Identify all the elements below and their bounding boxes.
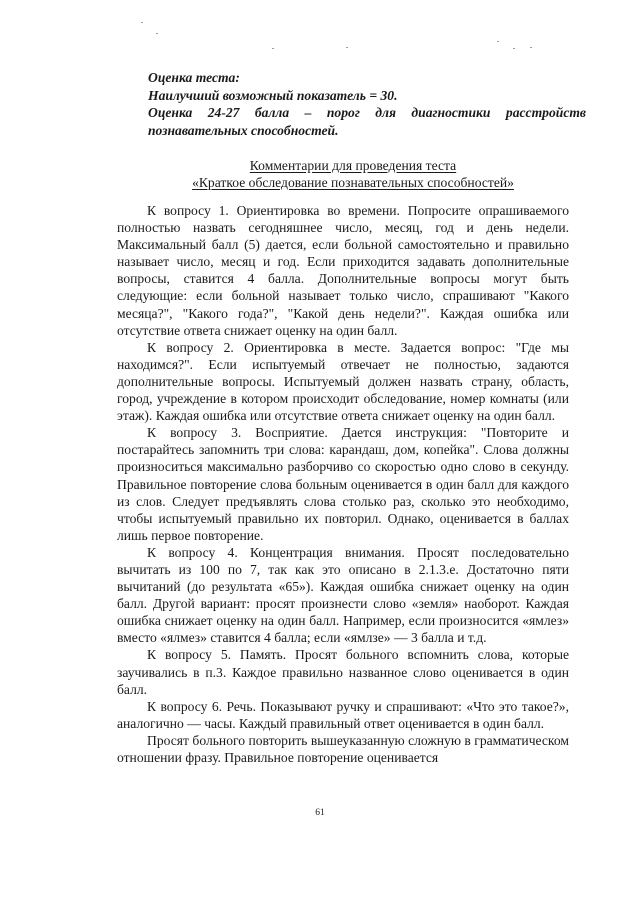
paragraph-question-6: К вопросу 6. Речь. Показывают ручку и спрашивают: «Что это такое?», аналогично — часы. Каждый правильный ответ оценивается в один балл. [117, 698, 569, 731]
comments-title-line2: «Краткое обследование познавательных способностей» [192, 174, 514, 190]
paragraph-question-5: К вопросу 5. Память. Просят больного вспомнить слова, которые заучивались в п.3. Каждое правильно названное слово оценивается в один балл. [117, 647, 569, 697]
comments-heading [118, 158, 588, 191]
body-text [117, 202, 569, 766]
scan-speck [513, 48, 515, 49]
assessment-best-score: Наилучший возможный показатель = 30. [148, 87, 398, 103]
paragraph-repeat-phrase: Просят больного повторить вышеуказанную сложную в грамматическом отношении фразу. Правильное повторение оценивается [117, 732, 569, 765]
assessment-title: Оценка теста: [148, 70, 240, 85]
scan-speck [497, 41, 499, 42]
page-number: 61 [315, 808, 325, 818]
paragraph-question-3: К вопросу 3. Восприятие. Дается инструкция: "Повторите и постарайтесь запомнить три слова: карандаш, дом, копейка". Слова должны произноситься максимально разборчиво со скоростью одно слово в секунду. Правильное повторение слова больным оценивается в один балл для каждого из слов. Следует предъявлять слова столько раз, сколько это необходимо, чтобы испытуемый правильно их повторил. Однако, оценивается в баллах лишь первое повторение. [117, 425, 569, 543]
scan-speck [346, 47, 348, 48]
scan-speck [272, 48, 274, 49]
scan-speck [156, 33, 158, 34]
scan-speck [530, 47, 532, 48]
paragraph-question-2: К вопросу 2. Ориентировка в месте. Задается вопрос: "Где мы находимся?". Если испытуемый отвечает не полностью, задаются дополнительные вопросы. Испытуемый должен назвать страну, область, город, учреждение в котором происходит обследование, номер комнаты (или этаж). Каждая ошибка или отсутствие ответа снижает оценку на один балл. [117, 339, 569, 424]
paragraph-question-4: К вопросу 4. Концентрация внимания. Просят последовательно вычитать из 100 по 7, так как это описано в 2.1.3.е. Достаточно пяти вычитаний (до результата «65»). Каждая ошибка снижает оценку на один балл. Другой вариант: просят произнести слово «земля» наоборот. Каждая ошибка снижает оценку на один балл. Например, если произносится «ямлез» вместо «ялмез» ставится 4 балла; если «ямлзе» — 3 балла и т.д. [117, 544, 569, 646]
scan-speck [141, 22, 143, 23]
comments-title-line1: Комментарии для проведения теста [249, 158, 457, 173]
paragraph-question-1: К вопросу 1. Ориентировка во времени. Попросите опрашиваемого полностью назвать сегодняшнее число, месяц, год и день недели. Максимальный балл (5) дается, если больной самостоятельно и правильно называет число, месяц и год. Если приходится задавать дополнительные вопросы, ставится 4 балла. Дополнительные вопросы могут быть следующие: если больной называет только число, спрашивают "Какого месяца?", "Какого года?", "Какой день недели?". Каждая ошибка или отсутствие ответа снижает оценку на один балл. [117, 203, 569, 338]
assessment-threshold: Оценка 24-27 балла – порог для диагностики расстройств познавательных способностей. [148, 105, 586, 138]
assessment-block [148, 69, 586, 139]
